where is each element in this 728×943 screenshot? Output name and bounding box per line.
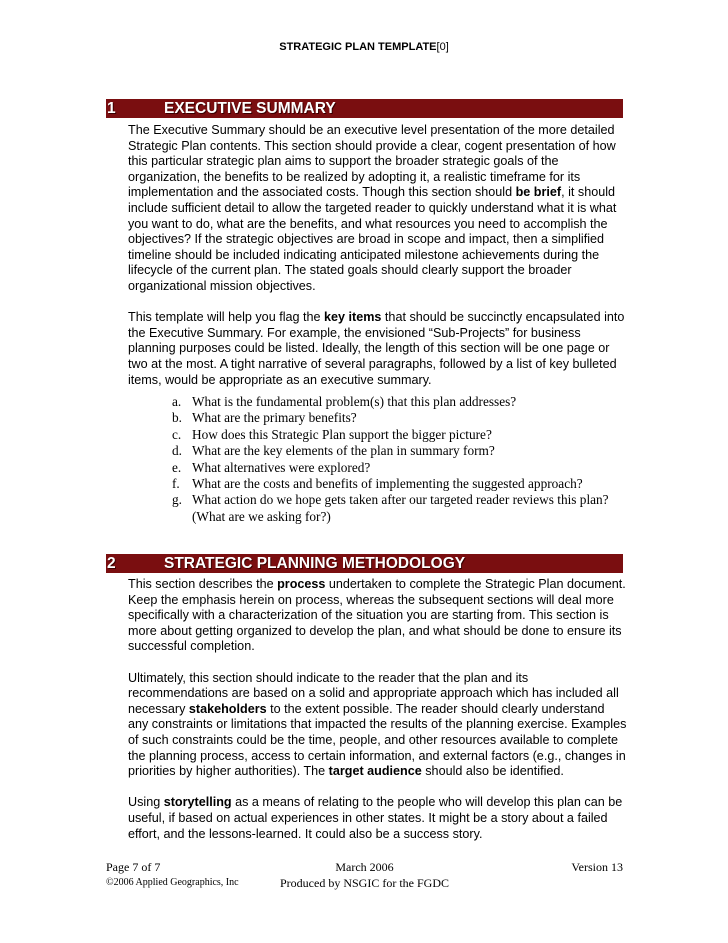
bold-phrase: stakeholders xyxy=(188,701,267,716)
question-letter: e. xyxy=(172,459,182,475)
header-title: STRATEGIC PLAN TEMPLATE xyxy=(279,41,437,53)
question-item xyxy=(172,492,622,525)
question-text: What are the primary benefits? xyxy=(192,410,357,426)
question-text: How does this Strategic Plan support the bigger picture? xyxy=(192,426,492,442)
question-text: What are the costs and benefits of implementing the suggested approach? xyxy=(192,476,583,492)
text-run: Ultimately, this section should indicate to the reader that the plan and its recommendations are based on a solid and appropriate approach which has included all necessary xyxy=(128,670,619,716)
bold-phrase: be brief xyxy=(515,185,562,200)
section-2-paragraph-3 xyxy=(128,795,628,842)
section-2-body xyxy=(128,577,628,842)
text-run: undertaken to complete the Strategic Plan document. Keep the emphasis herein on process, whereas the subsequent sections will deal more specifically with a characterization of the situation you are starting from. This section is more about getting organized to develop the plan, and what should be done to ensure its successful completion. xyxy=(128,577,626,654)
footer-version: Version 13 xyxy=(571,860,623,874)
question-item xyxy=(172,410,622,426)
section-2-heading xyxy=(106,554,623,573)
bold-phrase: key items xyxy=(324,310,382,325)
section-1-heading xyxy=(106,99,623,118)
question-item xyxy=(172,460,622,476)
section-1-paragraph-2 xyxy=(128,310,628,388)
section-1-paragraph-1 xyxy=(128,123,628,295)
question-letter: g. xyxy=(172,492,182,508)
key-questions-list xyxy=(172,394,622,525)
question-item xyxy=(172,443,622,459)
bold-phrase: target audience xyxy=(328,764,422,779)
text-run: This template will help you flag the xyxy=(128,310,325,325)
question-item xyxy=(172,427,622,443)
section-1-title: EXECUTIVE SUMMARY xyxy=(164,100,336,117)
section-2-paragraph-1 xyxy=(128,577,628,655)
footer-page-number: Page 7 of 7 xyxy=(106,860,161,874)
section-2-paragraph-2 xyxy=(128,671,628,780)
running-header xyxy=(0,41,728,53)
bold-phrase: storytelling xyxy=(163,795,232,810)
bold-phrase: process xyxy=(277,577,326,591)
text-run: , it should include sufficient detail to allow the targeted reader to quickly understand what it is what you want to do, what are the benefits, and what resources you need to accomplish the objectives? If the strategic objectives are broad in scope and impact, then a simplified timeline should be included indicating anticipated milestone achievements during the lifecycle of the current plan. The stated goals should clearly support the broader organizational mission objectives. xyxy=(128,185,617,293)
text-run: Using xyxy=(128,795,164,810)
section-1-body xyxy=(128,123,628,388)
header-ref: [0] xyxy=(436,41,449,53)
question-item xyxy=(172,394,622,410)
question-text: What action do we hope gets taken after our targeted reader reviews this plan? (What are we asking for?) xyxy=(192,492,609,524)
text-run: that should be succinctly encapsulated into the Executive Summary. For example, the envisioned “Sub-Projects” for business planning purposes could be listed. Ideally, the length of this section will be one page or two at the most. A tight narrative of several paragraphs, followed by a list of key bulleted items, would be appropriate as an executive summary. xyxy=(128,310,625,387)
question-letter: f. xyxy=(172,476,180,492)
question-text: What are the key elements of the plan in summary form? xyxy=(192,443,495,459)
question-text: What alternatives were explored? xyxy=(192,459,371,475)
question-letter: b. xyxy=(172,410,182,426)
text-run: to the extent possible. The reader should clearly understand any constraints or limitations that impacted the results of the planning exercise. Examples of such constraints could be the time, people, and other resources available to complete the planning process, access to certain information, and external factors (e.g., changes in priorities by higher authorities). The xyxy=(128,701,627,779)
question-letter: c. xyxy=(172,426,182,442)
text-run: The Executive Summary should be an executive level presentation of the more detailed Strategic Plan contents. This section should provide a clear, cogent presentation of how this particular strategic plan aims to support the broader strategic goals of the organization, the benefits to be realized by adopting it, a realistic timeframe for its implementation and the associated costs. Though this section should xyxy=(128,123,616,200)
question-letter: a. xyxy=(172,394,182,409)
footer-copyright: ©2006 Applied Geographics, Inc xyxy=(106,877,239,888)
question-item xyxy=(172,476,622,492)
footer-date: March 2006 xyxy=(335,860,394,874)
text-run: This section describes the xyxy=(128,577,278,591)
text-run: as a means of relating to the people who will develop this plan can be useful, if based on actual experiences in other states. It might be a story about a failed effort, and the lessons-learned. It could also be a success story. xyxy=(128,795,623,841)
text-run: should also be identified. xyxy=(421,764,564,779)
section-1-number: 1 xyxy=(107,100,116,117)
footer-produced-by: Produced by NSGIC for the FGDC xyxy=(280,876,449,890)
question-text: What is the fundamental problem(s) that this plan addresses? xyxy=(192,394,517,409)
question-letter: d. xyxy=(172,443,182,459)
section-2-title: STRATEGIC PLANNING METHODOLOGY xyxy=(164,555,466,572)
section-2-number: 2 xyxy=(107,555,116,572)
